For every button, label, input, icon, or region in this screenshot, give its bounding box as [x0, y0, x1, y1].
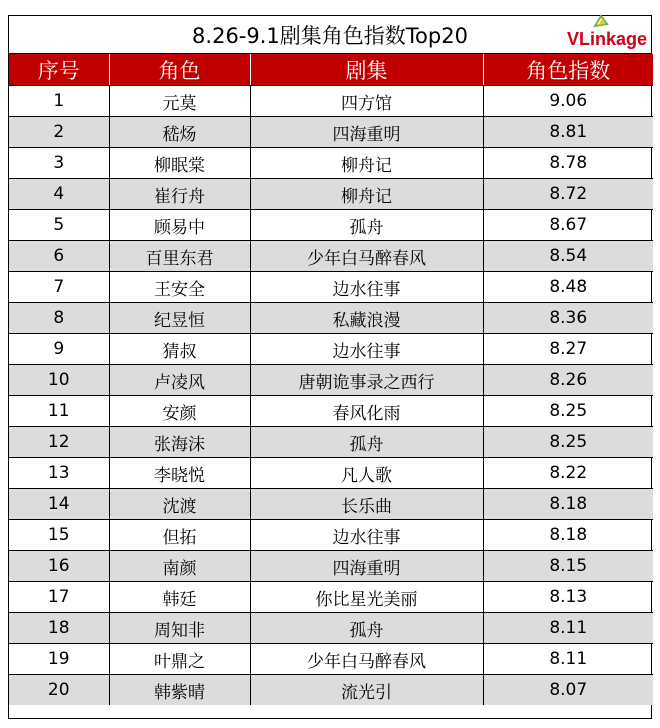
- character-cell: 周知非: [109, 613, 250, 644]
- drama-cell: 唐朝诡事录之西行: [250, 365, 483, 396]
- character-cell: 元莫: [109, 86, 250, 117]
- header-drama: 剧集: [250, 54, 483, 86]
- drama-cell: 私藏浪漫: [250, 303, 483, 334]
- drama-cell: 四海重明: [250, 117, 483, 148]
- drama-cell: 边水往事: [250, 334, 483, 365]
- table-title: 8.26-9.1剧集角色指数Top20: [192, 23, 468, 48]
- drama-cell: 四方馆: [250, 86, 483, 117]
- index-cell: 8.15: [483, 551, 653, 582]
- character-cell: 崔行舟: [109, 179, 250, 210]
- header-index: 角色指数: [483, 54, 653, 86]
- drama-cell: 孤舟: [250, 427, 483, 458]
- character-cell: 纪昱恒: [109, 303, 250, 334]
- rank-cell: 17: [9, 582, 109, 613]
- table-row: [9, 303, 653, 334]
- index-cell: 8.81: [483, 117, 653, 148]
- index-cell: 8.48: [483, 272, 653, 303]
- drama-cell: 流光引: [250, 675, 483, 706]
- table-row: [9, 520, 653, 551]
- character-cell: 韩紫晴: [109, 675, 250, 706]
- drama-cell: 春风化雨: [250, 396, 483, 427]
- index-cell: 8.07: [483, 675, 653, 706]
- drama-cell: 少年白马醉春风: [250, 644, 483, 675]
- table-row: [9, 489, 653, 520]
- table-row: [9, 582, 653, 613]
- drama-cell: 边水往事: [250, 520, 483, 551]
- table-row: [9, 675, 653, 706]
- rank-cell: 16: [9, 551, 109, 582]
- ranking-table: [9, 54, 653, 705]
- drama-cell: 长乐曲: [250, 489, 483, 520]
- index-cell: 8.13: [483, 582, 653, 613]
- table-row: [9, 644, 653, 675]
- rank-cell: 4: [9, 179, 109, 210]
- rank-cell: 15: [9, 520, 109, 551]
- table-row: [9, 365, 653, 396]
- drama-cell: 柳舟记: [250, 179, 483, 210]
- character-cell: 沈渡: [109, 489, 250, 520]
- rank-cell: 8: [9, 303, 109, 334]
- rank-cell: 13: [9, 458, 109, 489]
- table-row: [9, 334, 653, 365]
- character-cell: 但拓: [109, 520, 250, 551]
- character-cell: 韩廷: [109, 582, 250, 613]
- rank-cell: 5: [9, 210, 109, 241]
- index-cell: 8.11: [483, 644, 653, 675]
- character-cell: 百里东君: [109, 241, 250, 272]
- index-cell: 8.18: [483, 489, 653, 520]
- table-row: [9, 179, 653, 210]
- rank-cell: 18: [9, 613, 109, 644]
- rank-cell: 20: [9, 675, 109, 706]
- ranking-table-frame: [8, 15, 652, 719]
- character-cell: 柳眠棠: [109, 148, 250, 179]
- index-cell: 8.22: [483, 458, 653, 489]
- rank-cell: 12: [9, 427, 109, 458]
- index-cell: 8.26: [483, 365, 653, 396]
- index-cell: 8.25: [483, 396, 653, 427]
- logo-text-rest: Linkage: [578, 29, 647, 49]
- drama-cell: 你比星光美丽: [250, 582, 483, 613]
- drama-cell: 少年白马醉春风: [250, 241, 483, 272]
- drama-cell: 孤舟: [250, 210, 483, 241]
- index-cell: 8.54: [483, 241, 653, 272]
- character-cell: 嵇炀: [109, 117, 250, 148]
- rank-cell: 10: [9, 365, 109, 396]
- rank-cell: 19: [9, 644, 109, 675]
- table-row: [9, 613, 653, 644]
- vlinkage-logo: [567, 20, 647, 50]
- rank-cell: 7: [9, 272, 109, 303]
- drama-cell: 孤舟: [250, 613, 483, 644]
- header-rank: 序号: [9, 54, 109, 86]
- logo-text-v: V: [566, 29, 579, 49]
- index-cell: 8.25: [483, 427, 653, 458]
- title-row: [9, 16, 651, 54]
- drama-cell: 边水往事: [250, 272, 483, 303]
- character-cell: 叶鼎之: [109, 644, 250, 675]
- index-cell: 8.11: [483, 613, 653, 644]
- character-cell: 安颜: [109, 396, 250, 427]
- character-cell: 王安全: [109, 272, 250, 303]
- rank-cell: 3: [9, 148, 109, 179]
- index-cell: 8.78: [483, 148, 653, 179]
- index-cell: 9.06: [483, 86, 653, 117]
- drama-cell: 柳舟记: [250, 148, 483, 179]
- rank-cell: 2: [9, 117, 109, 148]
- header-row: [9, 54, 653, 86]
- table-row: [9, 272, 653, 303]
- index-cell: 8.36: [483, 303, 653, 334]
- index-cell: 8.67: [483, 210, 653, 241]
- character-cell: 顾易中: [109, 210, 250, 241]
- index-cell: 8.18: [483, 520, 653, 551]
- rank-cell: 14: [9, 489, 109, 520]
- table-row: [9, 551, 653, 582]
- character-cell: 猜叔: [109, 334, 250, 365]
- table-row: [9, 427, 653, 458]
- character-cell: 卢凌风: [109, 365, 250, 396]
- rank-cell: 1: [9, 86, 109, 117]
- rank-cell: 11: [9, 396, 109, 427]
- table-row: [9, 117, 653, 148]
- drama-cell: 凡人歌: [250, 458, 483, 489]
- rank-cell: 9: [9, 334, 109, 365]
- table-row: [9, 396, 653, 427]
- character-cell: 南颜: [109, 551, 250, 582]
- character-cell: 李晓悦: [109, 458, 250, 489]
- table-row: [9, 86, 653, 117]
- character-cell: 张海沫: [109, 427, 250, 458]
- index-cell: 8.27: [483, 334, 653, 365]
- table-row: [9, 241, 653, 272]
- header-character: 角色: [109, 54, 250, 86]
- rank-cell: 6: [9, 241, 109, 272]
- table-row: [9, 210, 653, 241]
- index-cell: 8.72: [483, 179, 653, 210]
- logo-mark-icon: [593, 14, 609, 28]
- drama-cell: 四海重明: [250, 551, 483, 582]
- table-row: [9, 458, 653, 489]
- table-row: [9, 148, 653, 179]
